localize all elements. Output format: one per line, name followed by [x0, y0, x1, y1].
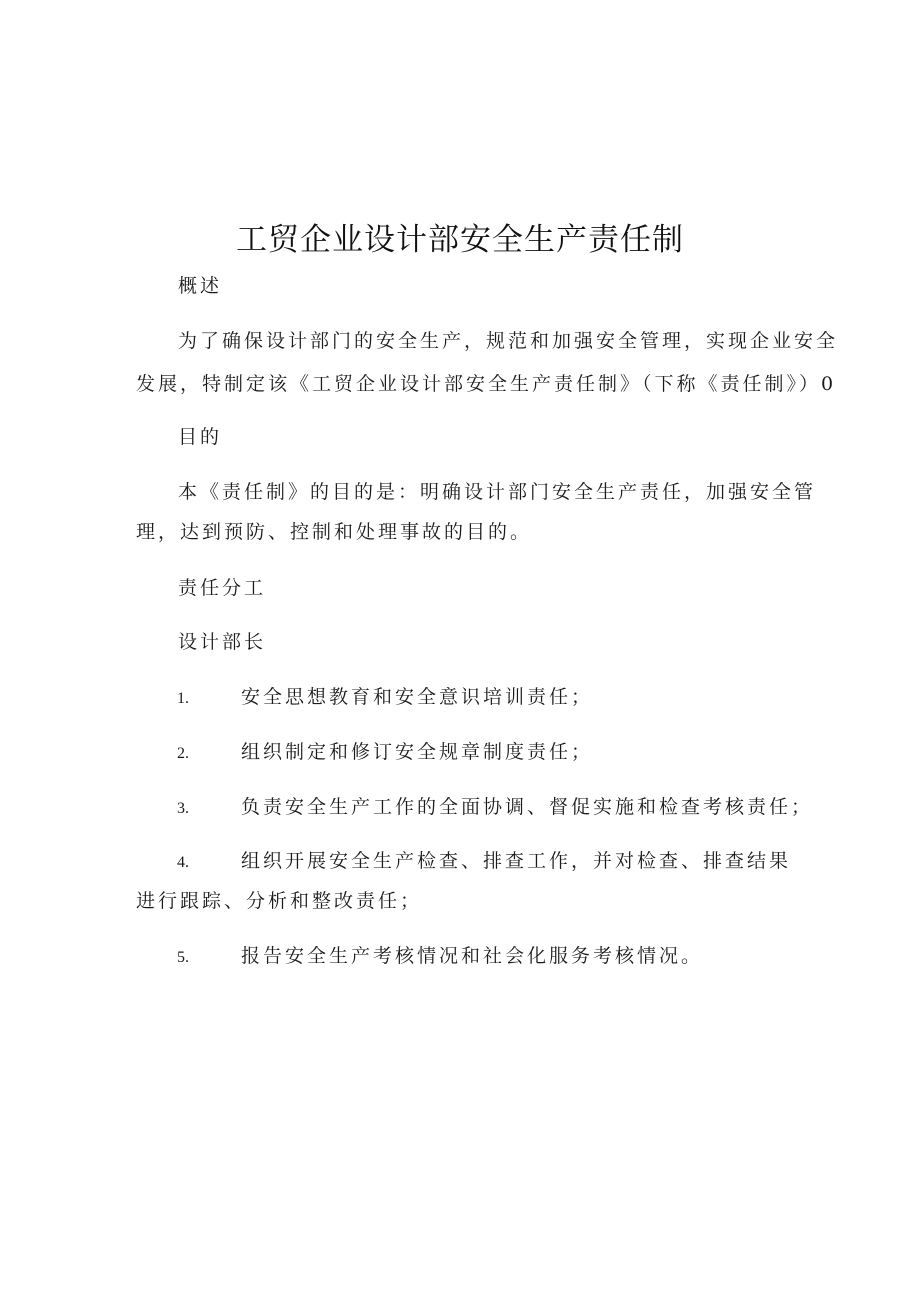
list-item-number: 5. [177, 949, 189, 966]
overview-heading: 概述 [178, 275, 223, 297]
overview-paragraph-line-1: 为了确保设计部门的安全生产，规范和加强安全管理，实现企业安全 [178, 330, 839, 352]
overview-paragraph-line-2: 发展，特制定该《工贸企业设计部安全生产责任制》（下称《责任制》）0 [136, 373, 837, 395]
director-subheading: 设计部长 [178, 631, 267, 653]
list-item-number: 3. [177, 800, 189, 817]
purpose-paragraph-line-1: 本《责任制》的目的是：明确设计部门安全生产责任，加强安全管 [178, 481, 817, 503]
list-item-number: 1. [177, 690, 189, 707]
list-item-text: 组织开展安全生产检查、排查工作，并对检查、排查结果 [241, 850, 792, 872]
list-item-text: 报告安全生产考核情况和社会化服务考核情况。 [241, 945, 704, 967]
purpose-paragraph-line-2: 理，达到预防、控制和处理事故的目的。 [136, 521, 533, 543]
document-title: 工贸企业设计部安全生产责任制 [236, 222, 684, 258]
responsibility-heading: 责任分工 [178, 577, 267, 599]
list-item-text: 负责安全生产工作的全面协调、督促实施和检查考核责任； [241, 796, 814, 818]
list-item-text: 组织制定和修订安全规章制度责任； [241, 741, 594, 763]
list-item-number: 4. [177, 854, 189, 871]
list-item-text: 安全思想教育和安全意识培训责任； [241, 686, 594, 708]
list-item-continuation: 进行跟踪、分析和整改责任； [136, 890, 423, 912]
purpose-heading: 目的 [178, 426, 223, 448]
list-item-number: 2. [177, 745, 189, 762]
